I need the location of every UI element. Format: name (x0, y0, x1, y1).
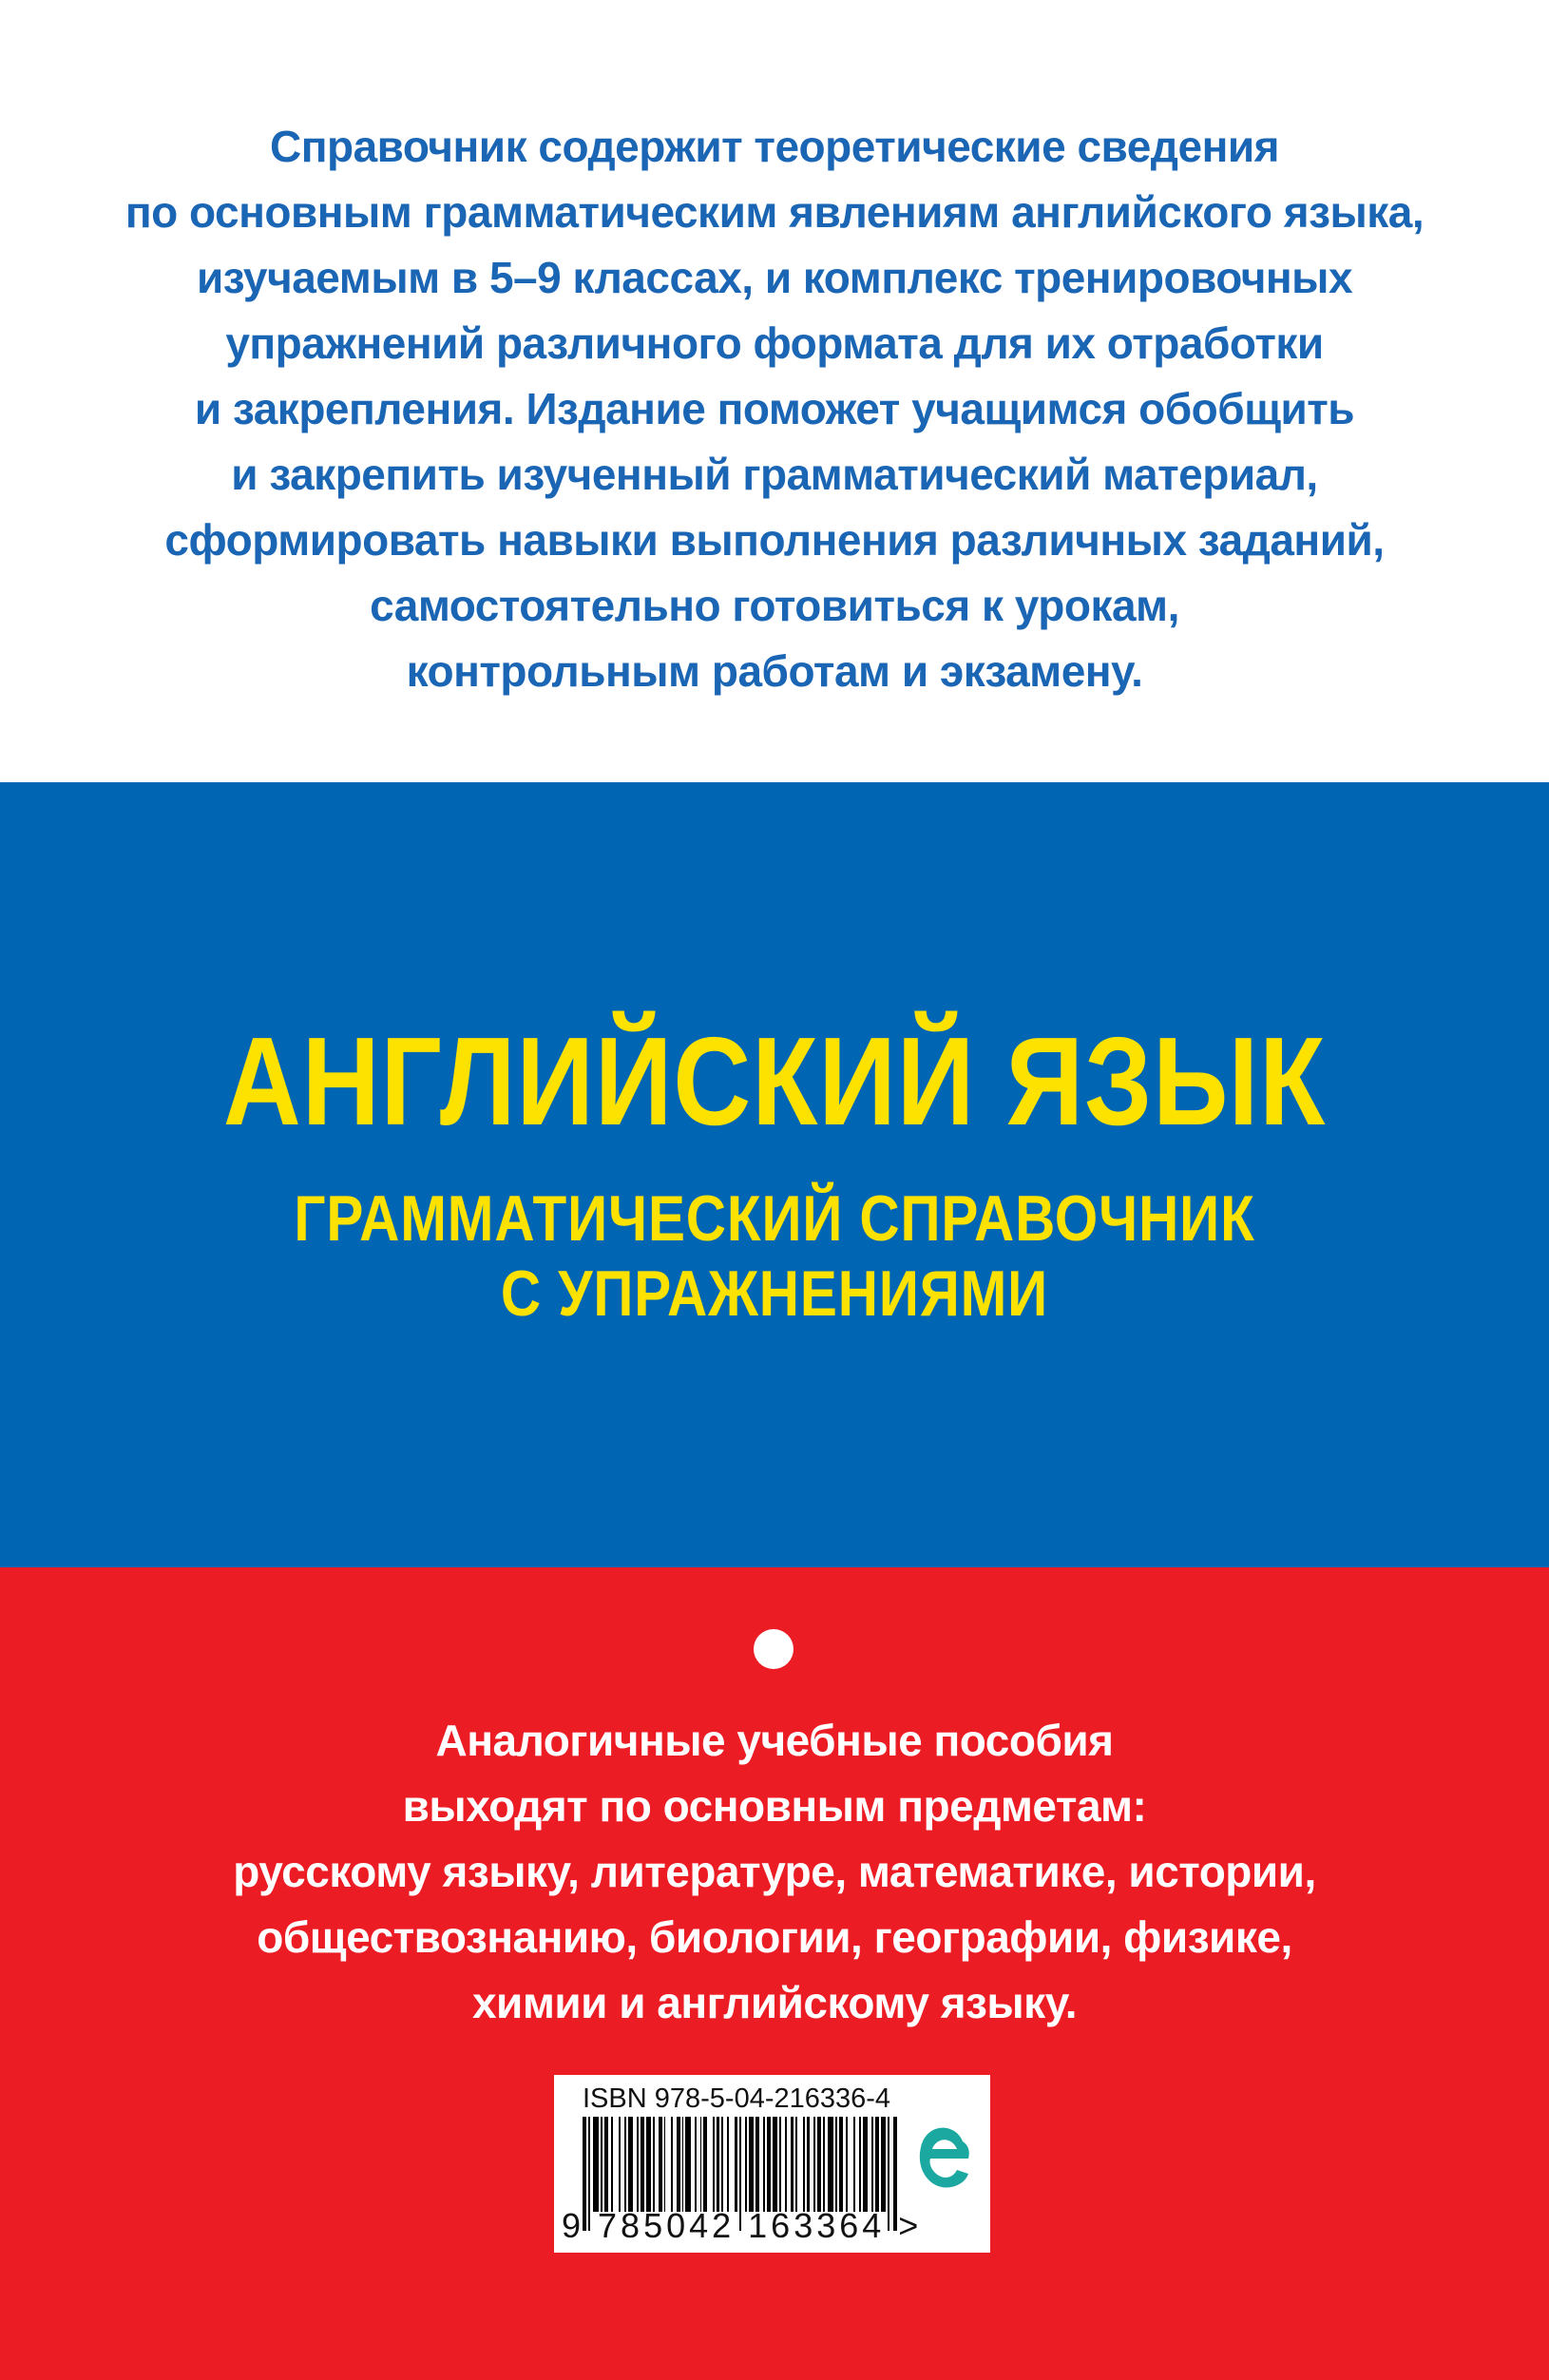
similar-books-text (76, 1708, 1473, 2036)
barcode-bar (779, 2117, 781, 2212)
barcode-bar (791, 2117, 794, 2212)
ean-digits: 9 785042 163364 > (562, 2206, 923, 2245)
description-line: по основным грамматическим явлениям английского языка, (124, 187, 1425, 237)
description-line: Справочник содержит теоретические сведения (270, 122, 1279, 171)
barcode-bar (619, 2117, 621, 2212)
barcode-bar (664, 2117, 666, 2212)
similar-books-line: русскому языку, литературе, математике, истории, (233, 1847, 1316, 1896)
barcode-bar (713, 2117, 715, 2212)
barcode-bars (583, 2117, 896, 2212)
barcode-bar (871, 2117, 873, 2212)
similar-books-line: обществознанию, биологии, географии, физике, (257, 1912, 1292, 1962)
barcode-bar (641, 2117, 644, 2212)
barcode-bar (875, 2117, 879, 2212)
barcode-bar (881, 2117, 887, 2212)
barcode-bar (735, 2117, 738, 2212)
description-line: и закрепления. Издание поможет учащимся обобщить (194, 384, 1355, 433)
barcode-bar (653, 2117, 655, 2212)
barcode-bar (611, 2117, 613, 2212)
barcode-bar (803, 2117, 805, 2212)
barcode-bar (767, 2117, 771, 2212)
barcode-bar (677, 2117, 680, 2212)
eksmo-logo-icon (908, 2113, 976, 2208)
barcode-bar (846, 2117, 848, 2212)
barcode-bar (604, 2117, 608, 2212)
top-white-section (0, 0, 1549, 782)
barcode-bar (835, 2117, 837, 2212)
barcode-bar (727, 2117, 729, 2212)
barcode-bar (773, 2117, 778, 2212)
book-title: АНГЛИЙСКИЙ ЯЗЫК (222, 1011, 1327, 1151)
barcode-bar (813, 2117, 815, 2212)
barcode-bar (624, 2117, 626, 2212)
description-line: изучаемым в 5–9 классах, и комплекс тренировочных (196, 253, 1353, 302)
barcode-bar (817, 2117, 821, 2212)
bullet-dot (754, 1629, 794, 1669)
barcode-bar (628, 2117, 634, 2212)
description-text (95, 114, 1454, 704)
barcode-bar (859, 2117, 861, 2212)
barcode-bar (785, 2117, 787, 2212)
barcode-bar (682, 2117, 684, 2212)
barcode-bar (671, 2117, 673, 2212)
barcode-bar (700, 2117, 702, 2212)
barcode-bar (745, 2117, 747, 2212)
barcode-bar (646, 2117, 652, 2212)
barcode-bar (593, 2117, 599, 2212)
barcode-bar (637, 2117, 639, 2212)
barcode-bar (703, 2117, 707, 2212)
description-line: сформировать навыки выполнения различных заданий, (164, 515, 1385, 565)
barcode-bar (721, 2117, 723, 2212)
barcode-bar (695, 2117, 697, 2212)
barcode-bar (601, 2117, 602, 2212)
isbn-label: ISBN 978-5-04-216336-4 (583, 2083, 891, 2114)
barcode-panel (554, 2075, 990, 2253)
similar-books-line: химии и английскому языку. (471, 1978, 1078, 2027)
barcode-bar (823, 2117, 825, 2212)
barcode-bar (795, 2117, 797, 2212)
barcode-bar (853, 2117, 855, 2212)
similar-books-line: Аналогичные учебные пособия (435, 1716, 1114, 1765)
description-line: и закрепить изученный грамматический материал, (231, 450, 1318, 499)
description-line: упражнений различного формата для их отработки (225, 318, 1324, 368)
description-line: самостоятельно готовиться к урокам, (370, 581, 1179, 630)
barcode-bar (749, 2117, 755, 2212)
barcode-bar (763, 2117, 765, 2212)
barcode-bar (807, 2117, 811, 2212)
barcode-bar (685, 2117, 691, 2212)
description-line: контрольным работам и экзамену. (406, 646, 1143, 696)
barcode-bar (717, 2117, 720, 2212)
book-subtitle-line-2: С УПРАЖНЕНИЯМИ (500, 1257, 1049, 1330)
barcode-bar (828, 2117, 833, 2212)
middle-blue-section (0, 782, 1549, 1567)
book-subtitle-line-1: ГРАММАТИЧЕСКИЙ СПРАВОЧНИК (294, 1182, 1255, 1255)
barcode-bar (659, 2117, 662, 2212)
barcode-bar (863, 2117, 869, 2212)
barcode-bar (755, 2117, 759, 2212)
similar-books-line: выходят по основным предметам: (402, 1781, 1147, 1831)
barcode-bar (839, 2117, 843, 2212)
